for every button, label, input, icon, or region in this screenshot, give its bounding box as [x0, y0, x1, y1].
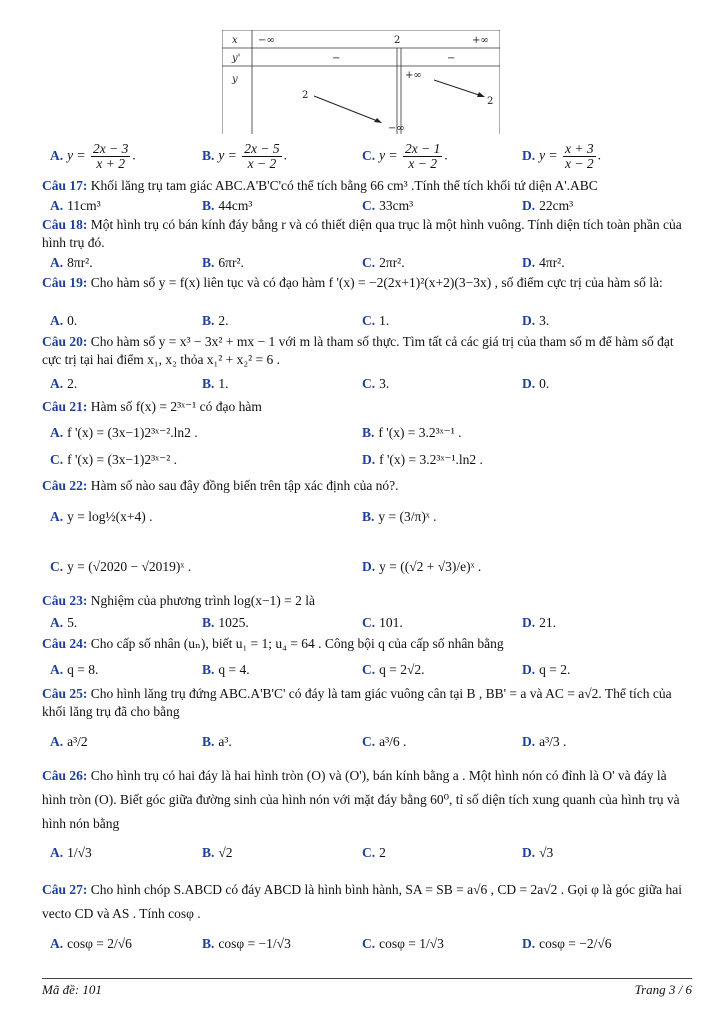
q18-options: [42, 253, 692, 275]
q19-option-a[interactable]: A. 0.: [50, 313, 78, 328]
q19-options: [42, 311, 692, 333]
vt-y-right-top: +∞: [405, 70, 422, 81]
variation-table: [222, 30, 500, 134]
q26-option-a[interactable]: A. 1/√3: [50, 845, 92, 860]
q24-stem: Câu 24: Cho cấp số nhân (uₙ), biết u₁ = 1; u₄ = 64 . Công bội q của cấp số nhân bằng: [42, 636, 504, 651]
q22-options-row2: [42, 557, 692, 579]
q23-option-b[interactable]: B. 1025.: [202, 615, 249, 630]
q16-option-c[interactable]: C. y = $\frac{2x - 1}{x - 2}$ .: [362, 141, 448, 171]
q27-stem: Câu 27: Cho hình chóp S.ABCD có đáy ABCD là hình bình hành, SA = SB = a√6 , CD = 2a√2 . Gọi φ là góc giữa hai vecto CD và AS . Tính cosφ .: [42, 882, 683, 921]
q21-option-a[interactable]: A. f '(x) = (3x−1)2³ˣ⁻².ln2 .: [50, 425, 198, 440]
q17-options: [42, 196, 692, 218]
q25-option-a[interactable]: A. a³/2: [50, 734, 88, 749]
vt-y-right-bottom: 2: [487, 96, 494, 107]
vt-y-left-bottom: −∞: [388, 123, 405, 134]
q20-stem: Câu 20: Cho hàm số y = x³ − 3x² + mx − 1 với m là tham số thực. Tìm tất cả các giá trị của tham số m để hàm số đạt cực trị tại hai điểm x₁, x₂ thỏa x₁² + x₂² = 6 .: [42, 334, 674, 367]
q22-option-a[interactable]: A. y = log½(x+4) .: [50, 509, 153, 524]
q25-option-d[interactable]: D. a³/3 .: [522, 734, 567, 749]
q19-option-b[interactable]: B. 2.: [202, 313, 229, 328]
q17-option-b[interactable]: B. 44cm³: [202, 198, 253, 213]
q27-option-c[interactable]: C. cosφ = 1/√3: [362, 936, 444, 951]
q23-option-a[interactable]: A. 5.: [50, 615, 78, 630]
q19-stem: Câu 19: Cho hàm số y = f(x) liên tục và có đạo hàm f '(x) = −2(2x+1)²(x+2)(3−3x) , số điểm cực trị của hàm số là:: [42, 275, 663, 290]
q22-options-row1: [42, 507, 692, 529]
q20-option-c[interactable]: C. 3.: [362, 376, 390, 391]
q18-option-b[interactable]: B. 6πr².: [202, 255, 244, 270]
page-footer: [42, 978, 692, 997]
q17-option-c[interactable]: C. 33cm³: [362, 198, 414, 213]
q25-option-c[interactable]: C. a³/6 .: [362, 734, 407, 749]
q18-stem: Câu 18: Một hình trụ có bán kính đáy bằng r và có thiết diện qua trục là một hình vuông. Tính diện tích toàn phần của hình trụ đó.: [42, 217, 682, 250]
q17-option-d[interactable]: D. 22cm³: [522, 198, 574, 213]
q27-option-a[interactable]: A. cosφ = 2/√6: [50, 936, 132, 951]
q23-stem: Câu 23: Nghiệm của phương trình log(x−1) = 2 là: [42, 593, 316, 608]
q21-option-d[interactable]: D. f '(x) = 3.2³ˣ⁻¹.ln2 .: [362, 452, 483, 467]
q18-option-d[interactable]: D. 4πr².: [522, 255, 565, 270]
variation-table-graphic: [222, 30, 500, 134]
q26-option-b[interactable]: B. √2: [202, 845, 233, 860]
q21-option-c[interactable]: C. f '(x) = (3x−1)2³ˣ⁻² .: [50, 452, 178, 467]
q21-options-row2: [42, 450, 692, 472]
q23-option-c[interactable]: C. 101.: [362, 615, 403, 630]
q25-stem: Câu 25: Cho hình lăng trụ đứng ABC.A'B'C' có đáy là tam giác vuông cân tại B , BB' = a và AC = a√2. Thể tích của khối lăng trụ đã cho bằng: [42, 686, 672, 719]
q16-option-b[interactable]: B. y = $\frac{2x - 5}{x - 2}$ .: [202, 141, 287, 171]
q19-option-c[interactable]: C. 1.: [362, 313, 390, 328]
q21-option-b[interactable]: B. f '(x) = 3.2³ˣ⁻¹ .: [362, 425, 462, 440]
q20-option-b[interactable]: B. 1.: [202, 376, 229, 391]
q17-option-a[interactable]: A. 11cm³: [50, 198, 101, 213]
q24-option-a[interactable]: A. q = 8.: [50, 662, 99, 677]
q25-options: [42, 732, 692, 754]
q24-option-c[interactable]: C. q = 2√2.: [362, 662, 425, 677]
exam-code: Mã đề: 101: [42, 982, 102, 997]
q22-option-b[interactable]: B. y = (3/π)ˣ .: [362, 509, 437, 524]
q16-options: [42, 138, 692, 174]
q25-option-b[interactable]: B. a³.: [202, 734, 232, 749]
q18-option-a[interactable]: A. 8πr².: [50, 255, 93, 270]
vt-row-yp-label: y': [232, 53, 241, 64]
q22-option-d[interactable]: D. y = ((√2 + √3)/e)ˣ .: [362, 559, 482, 574]
q23-option-d[interactable]: D. 21.: [522, 615, 556, 630]
q18-option-c[interactable]: C. 2πr².: [362, 255, 405, 270]
vt-sign-right: −: [447, 53, 456, 64]
q27-option-d[interactable]: D. cosφ = −2/√6: [522, 936, 612, 951]
q22-option-c[interactable]: C. y = (√2020 − √2019)ˣ .: [50, 559, 192, 574]
vt-sign-left: −: [332, 53, 341, 64]
q16-option-d[interactable]: D. y = $\frac{x + 3}{x - 2}$ .: [522, 141, 601, 171]
q26-option-d[interactable]: D. √3: [522, 845, 554, 860]
q24-option-d[interactable]: D. q = 2.: [522, 662, 571, 677]
q26-stem: Câu 26: Cho hình trụ có hai đáy là hai hình tròn (O) và (O'), bán kính bằng a . Một hình nón có đỉnh là O' và đáy là hình tròn (O). Biết góc giữa đường sinh của hình nón với mặt đáy bằng 60⁰, tỉ số diện tích xung quanh của hình trụ và hình nón bằng: [42, 768, 680, 831]
q27-option-b[interactable]: B. cosφ = −1/√3: [202, 936, 291, 951]
vt-x-pos-inf: +∞: [472, 35, 489, 46]
q24-option-b[interactable]: B. q = 4.: [202, 662, 250, 677]
vt-row-x-label: x: [232, 35, 238, 46]
q26-option-c[interactable]: C. 2: [362, 845, 386, 860]
q23-options: [42, 613, 692, 635]
q22-stem: Câu 22: Hàm số nào sau đây đồng biến trên tập xác định của nó?.: [42, 478, 399, 493]
q16-option-a[interactable]: A. y = $\frac{2x - 3}{x + 2}$ .: [50, 141, 136, 171]
page-number: Trang 3 / 6: [634, 982, 692, 997]
q20-option-d[interactable]: D. 0.: [522, 376, 550, 391]
q19-option-d[interactable]: D. 3.: [522, 313, 550, 328]
q20-option-a[interactable]: A. 2.: [50, 376, 78, 391]
vt-x-neg-inf: −∞: [258, 35, 275, 46]
q20-options: [42, 374, 692, 396]
q17-stem: Câu 17: Khối lăng trụ tam giác ABC.A'B'C'có thể tích bằng 66 cm³ .Tính thể tích khối tứ diện A'.ABC: [42, 178, 598, 193]
q21-stem: Câu 21: Hàm số f(x) = 2³ˣ⁻¹ có đạo hàm: [42, 399, 262, 414]
vt-x-mid: 2: [394, 35, 401, 46]
q24-options: [42, 660, 692, 682]
vt-row-y-label: y: [232, 74, 238, 85]
q27-options: [42, 934, 692, 956]
exam-page: [42, 0, 692, 1024]
vt-y-left-top: 2: [302, 90, 309, 101]
q26-options: [42, 843, 692, 865]
q21-options-row1: [42, 423, 692, 445]
